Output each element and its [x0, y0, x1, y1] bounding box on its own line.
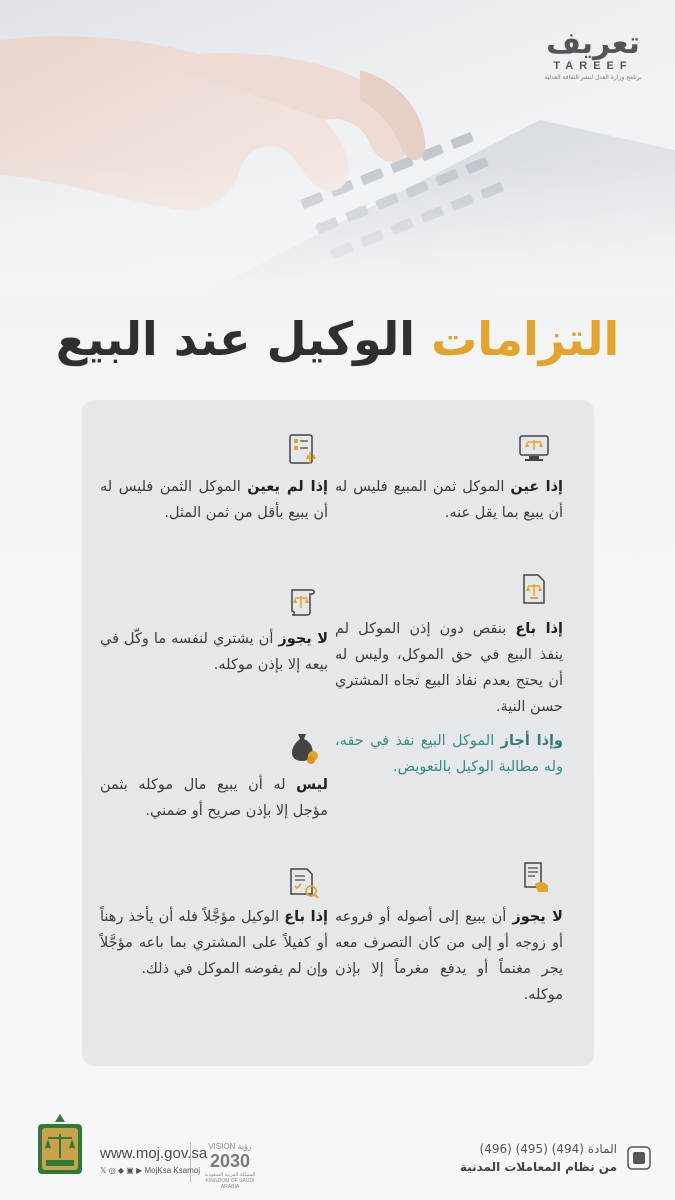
item-3-extra	[335, 728, 563, 780]
reference-law: من نظام المعاملات المدنية	[459, 1160, 617, 1174]
document-search-icon	[286, 866, 320, 900]
scroll-scales-icon	[286, 584, 320, 618]
item-4	[100, 626, 328, 678]
snapchat-icon[interactable]: ◆	[117, 1166, 125, 1175]
ministry-emblem	[32, 1112, 88, 1180]
vision-year: 2030	[209, 1151, 251, 1171]
item-3-extra-lead: وإذا أجاز	[500, 733, 564, 749]
item-3-extra-text: الموكل البيع نفذ في حقه، وله مطالبة الوكيل بالتعويض.	[335, 733, 563, 775]
item-1	[335, 474, 563, 526]
hero-image	[0, 0, 675, 300]
item-3-lead: إذا باع	[515, 621, 563, 637]
vision-2030-logo	[200, 1142, 260, 1190]
item-2-lead: إذا لم يعين	[247, 479, 328, 495]
item-1-lead: إذا عين	[510, 479, 564, 495]
logo-tagline: برنامج وزارة العدل لنشر الثقافة العدلية	[544, 74, 642, 81]
item-2	[100, 474, 328, 526]
item-6-text: أن يبيع إلى أصوله أو فروعه أو زوجه أو إلى من كان التصرف معه يجر مغنماً أو يدفع مغرماً إلا بإذن موكله.	[335, 909, 563, 1003]
youtube-icon[interactable]: ▶	[136, 1166, 143, 1175]
item-4-text: أن يشتري لنفسه ما وكّل في بيعه إلا بإذن موكله.	[100, 631, 328, 673]
item-7-text: الوكيل مؤجَّلاً فله أن يأخذ رهناً أو كفيلاً على المشتري بما باعه مؤجَّلاً وإن لم يفوضه الموكل في ذلك.	[100, 909, 328, 977]
computer-scales-icon	[517, 432, 551, 466]
footer	[0, 1090, 675, 1200]
page-title	[0, 304, 675, 374]
instagram-icon[interactable]: ◎	[108, 1166, 116, 1175]
social-handle-text: MojKsa Ksamoj	[144, 1166, 201, 1175]
website-link[interactable]: www.moj.gov.sa	[100, 1145, 208, 1162]
vision-sub: المملكة العربية السعودية KINGDOM OF SAUDI ARABIA	[204, 1172, 256, 1190]
reference-articles: المادة (494) (495) (496)	[479, 1142, 617, 1156]
x-icon[interactable]: 𝕏	[100, 1166, 107, 1175]
document-scales-icon	[286, 432, 320, 466]
item-7	[100, 904, 328, 982]
title-rest: الوكيل عند البيع	[55, 312, 416, 366]
money-bag-icon	[286, 730, 320, 764]
tareef-logo	[533, 28, 653, 81]
vision-label: VISION رؤية	[208, 1142, 252, 1151]
logo-english: TAREEF	[553, 60, 633, 72]
item-6	[335, 904, 563, 1008]
item-7-lead: إذا باع	[284, 909, 328, 925]
item-3-text: بنقص دون إذن الموكل لم ينفذ البيع في حق الموكل، وليس له أن يحتج بعدم نفاذ البيع تجاه المشتري حسن النية.	[335, 621, 563, 715]
item-5-text: له أن يبيع مال موكله بثمن مؤجل إلا بإذن صريح أو ضمني.	[100, 777, 328, 819]
logo-arabic: تعريف	[546, 26, 640, 61]
hand-document-icon	[517, 860, 551, 894]
item-5	[100, 772, 328, 824]
item-6-lead: لا يجوز	[512, 909, 563, 925]
linkedin-icon[interactable]: ▣	[126, 1166, 134, 1175]
item-3	[335, 616, 563, 780]
item-5-lead: ليس	[296, 777, 328, 793]
title-accent: التزامات	[431, 312, 620, 366]
file-scales-icon	[517, 572, 551, 606]
item-1-text: الموكل ثمن المبيع فليس له أن يبيع بما يقل عنه.	[335, 479, 563, 521]
legal-reference	[460, 1140, 617, 1176]
item-4-lead: لا يجوز	[278, 631, 328, 647]
law-book-icon	[625, 1144, 653, 1172]
item-2-text: الموكل الثمن فليس له أن يبيع بأقل من ثمن المثل.	[100, 479, 328, 521]
social-handles[interactable]	[100, 1166, 200, 1175]
